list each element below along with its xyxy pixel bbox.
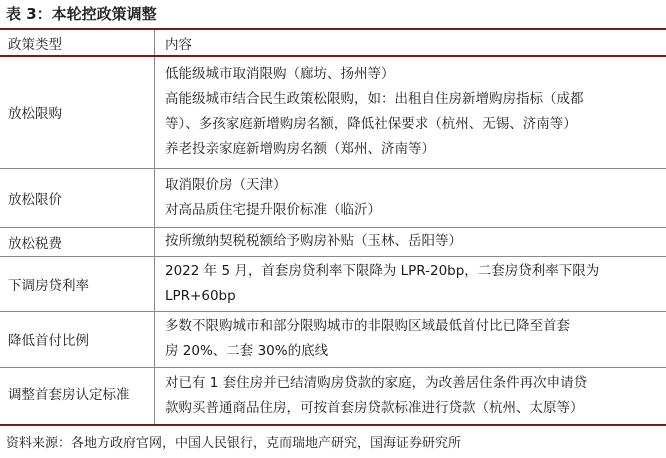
table-row (0, 256, 666, 311)
policy-content-cell (155, 56, 666, 168)
table-title: 表 3：本轮控政策调整 (6, 5, 157, 23)
header-policy-type: 政策类型 (0, 29, 155, 56)
content-line: 2022 年 5 月，首套房贷利率下限降为 LPR-20bp，二套房贷利率下限为 (165, 262, 600, 279)
content-line: 取消限价房（天津） (165, 176, 287, 193)
policy-table (0, 28, 666, 426)
content-line: 高能级城市结合民生政策松限购，如：出租自住房新增购房指标（成都 (165, 91, 584, 108)
table-row (0, 168, 666, 227)
content-line: 房 20%、二套 30%的底线 (165, 343, 329, 359)
table-row (0, 367, 666, 425)
table-row (0, 311, 666, 367)
policy-type-cell: 放松税费 (0, 227, 155, 256)
policy-type-cell: 降低首付比例 (0, 311, 155, 367)
header-content: 内容 (165, 36, 192, 53)
content-line: 按所缴纳契税税额给予购房补贴（玉林、岳阳等） (165, 233, 462, 249)
content-line: 对高品质住宅提升限价标准（临沂） (165, 201, 381, 218)
policy-type-cell: 下调房贷利率 (0, 256, 155, 311)
policy-content-cell (155, 367, 666, 425)
policy-content-cell (155, 311, 666, 367)
content-line: 对已有 1 套住房并已结清购房贷款的家庭，为改善居住条件再次申请贷 (165, 374, 588, 391)
policy-type-cell: 放松限价 (0, 168, 155, 227)
content-line: 养老投亲家庭新增购房名额（郑州、济南等） (165, 141, 435, 158)
content-line: 等）、多孩家庭新增购房名额，降低社保要求（杭州、无锡、济南等） (165, 116, 577, 133)
content-line: 多数不限购城市和部分限购城市的非限购区域最低首付比已降至首套 (165, 318, 570, 334)
policy-type-cell: 放松限购 (0, 56, 155, 168)
content-line: 款购买普通商品住房，可按首套房贷款标准进行贷款（杭州、太原等） (165, 399, 584, 416)
policy-content-cell (155, 256, 666, 311)
policy-content-cell (155, 227, 666, 256)
content-line: 低能级城市取消限购（廊坊、扬州等） (165, 66, 395, 83)
content-line: LPR+60bp (165, 287, 236, 304)
table-header-row (0, 29, 666, 56)
policy-type-cell: 调整首套房认定标准 (0, 367, 155, 425)
policy-content-cell (155, 168, 666, 227)
table-row (0, 227, 666, 256)
table-row (0, 56, 666, 168)
source-note: 资料来源：各地方政府官网，中国人民银行，克而瑞地产研究，国海证券研究所 (6, 436, 462, 451)
